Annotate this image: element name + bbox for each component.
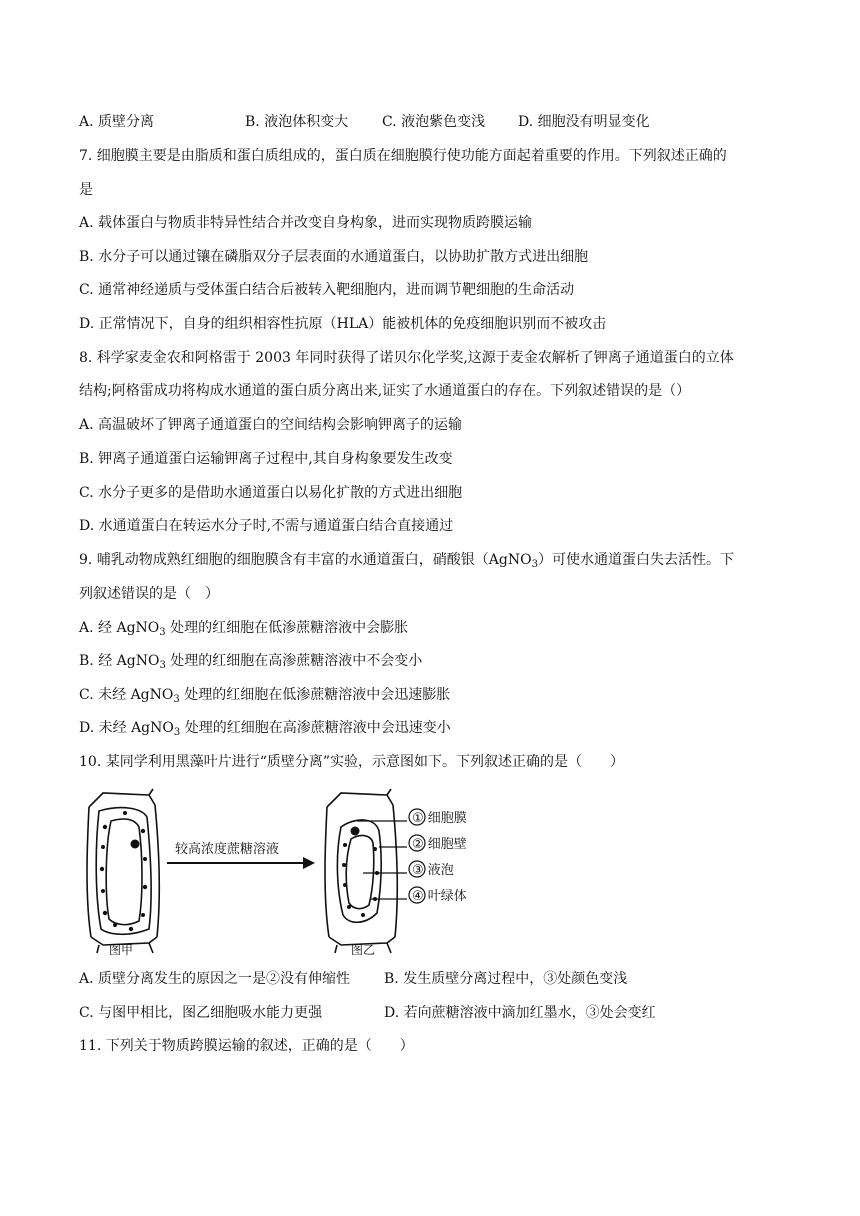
q7-option-b: B. 水分子可以通过镶在磷脂双分子层表面的水通道蛋白，以协助扩散方式进出细胞 xyxy=(79,249,589,265)
label-3: ③ 液泡 xyxy=(412,863,454,878)
label-1: ① 细胞膜 xyxy=(412,811,467,826)
leader-lines xyxy=(357,821,407,899)
q7-stem-line-1: 7. 细胞膜主要是由脂质和蛋白质组成的，蛋白质在细胞膜行使功能方面起着重要的作用。下列叙述正确的 xyxy=(79,148,727,164)
q9-option-d-post: 处理的红细胞在高渗蔗糖溶液中会迅速变小 xyxy=(180,720,451,736)
q9-option-d-sub: 3 xyxy=(173,727,181,738)
q9-option-c-post: 处理的红细胞在低渗蔗糖溶液中会迅速膨胀 xyxy=(179,687,451,703)
q9-option-c-pre: C. 未经 AgNO xyxy=(79,687,174,703)
arrow-label: 较高浓度蔗糖溶液 xyxy=(175,842,280,857)
q7-stem-line-2: 是 xyxy=(79,182,93,198)
q9-stem-text-a: 9. 哺乳动物成熟红细胞的细胞膜含有丰富的水通道蛋白，硝酸银（AgNO xyxy=(79,552,532,568)
q6-option-b: B. 液泡体积变大 xyxy=(245,114,349,130)
q11-stem: 11. 下列关于物质跨膜运输的叙述，正确的是（ ） xyxy=(79,1038,414,1054)
q9-option-a xyxy=(79,619,408,637)
plasmolysis-figure xyxy=(79,787,499,957)
q9-stem-line-2: 列叙述错误的是（ ） xyxy=(79,586,219,602)
caption-jia: 图甲 xyxy=(109,943,134,957)
q9-option-b-post: 处理的红细胞在高渗蔗糖溶液中不会变小 xyxy=(165,653,423,669)
q9-option-c xyxy=(79,686,450,704)
q9-option-d-pre: D. 未经 AgNO xyxy=(79,720,174,736)
caption-yi: 图乙 xyxy=(351,943,376,957)
q9-stem-text-c: ）可使水通道蛋白失去活性。下 xyxy=(537,552,734,568)
q9-option-d xyxy=(79,719,451,737)
label-2: ② 细胞壁 xyxy=(412,837,467,852)
q10-stem: 10. 某同学利用黑藻叶片进行“质壁分离”实验，示意图如下。下列叙述正确的是（ ） xyxy=(79,754,625,770)
q8-option-b: B. 钾离子通道蛋白运输钾离子过程中,其自身构象要发生改变 xyxy=(79,451,453,467)
cell-jia-illustration xyxy=(87,789,159,953)
q8-option-d: D. 水通道蛋白在转运水分子时,不需与通道蛋白结合直接通过 xyxy=(79,518,454,534)
q9-option-c-sub: 3 xyxy=(173,694,180,705)
q7-option-d: D. 正常情况下，自身的组织相容性抗原（HLA）能被机体的免疫细胞识别而不被攻击 xyxy=(79,316,607,332)
q8-stem-line-1: 8. 科学家麦金农和阿格雷于 2003 年同时获得了诺贝尔化学奖,这源于麦金农解析了钾离子通道蛋白的立体 xyxy=(79,350,734,366)
q10-option-c: C. 与图甲相比，图乙细胞吸水能力更强 xyxy=(79,1005,323,1021)
q10-option-b: B. 发生质壁分离过程中，③处颜色变浅 xyxy=(384,971,628,987)
q8-stem-line-2: 结构;阿格雷成功将构成水通道的蛋白质分离出来,证实了水通道蛋白的存在。下列叙述错误的是（） xyxy=(79,383,691,399)
q9-stem-subscript: 3 xyxy=(531,559,538,570)
q10-option-d: D. 若向蔗糖溶液中滴加红墨水，③处会变红 xyxy=(384,1005,656,1021)
q7-option-a: A. 载体蛋白与物质非特异性结合并改变自身构象，进而实现物质跨膜运输 xyxy=(79,215,533,231)
q9-option-a-sub: 3 xyxy=(159,627,166,638)
q8-option-c: C. 水分子更多的是借助水通道蛋白以易化扩散的方式进出细胞 xyxy=(79,485,463,501)
arrow-graphic xyxy=(167,857,315,869)
q9-option-a-pre: A. 经 AgNO xyxy=(79,620,160,636)
q9-option-b-sub: 3 xyxy=(159,660,166,671)
q6-option-d: D. 细胞没有明显变化 xyxy=(518,114,650,130)
q6-option-c: C. 液泡紫色变浅 xyxy=(382,114,486,130)
label-4: ④ 叶绿体 xyxy=(412,889,467,904)
q9-option-b xyxy=(79,652,422,670)
q6-option-a: A. 质壁分离 xyxy=(79,114,155,130)
q9-option-a-post: 处理的红细胞在低渗蔗糖溶液中会膨胀 xyxy=(165,620,409,636)
cell-yi-illustration xyxy=(325,789,397,953)
q9-option-b-pre: B. 经 AgNO xyxy=(79,653,160,669)
q9-stem-line-1 xyxy=(79,551,734,569)
q8-option-a: A. 高温破坏了钾离子通道蛋白的空间结构会影响钾离子的运输 xyxy=(79,417,463,433)
q7-option-c: C. 通常神经递质与受体蛋白结合后被转入靶细胞内，进而调节靶细胞的生命活动 xyxy=(79,282,575,298)
q10-option-a: A. 质壁分离发生的原因之一是②没有伸缩性 xyxy=(79,971,351,987)
